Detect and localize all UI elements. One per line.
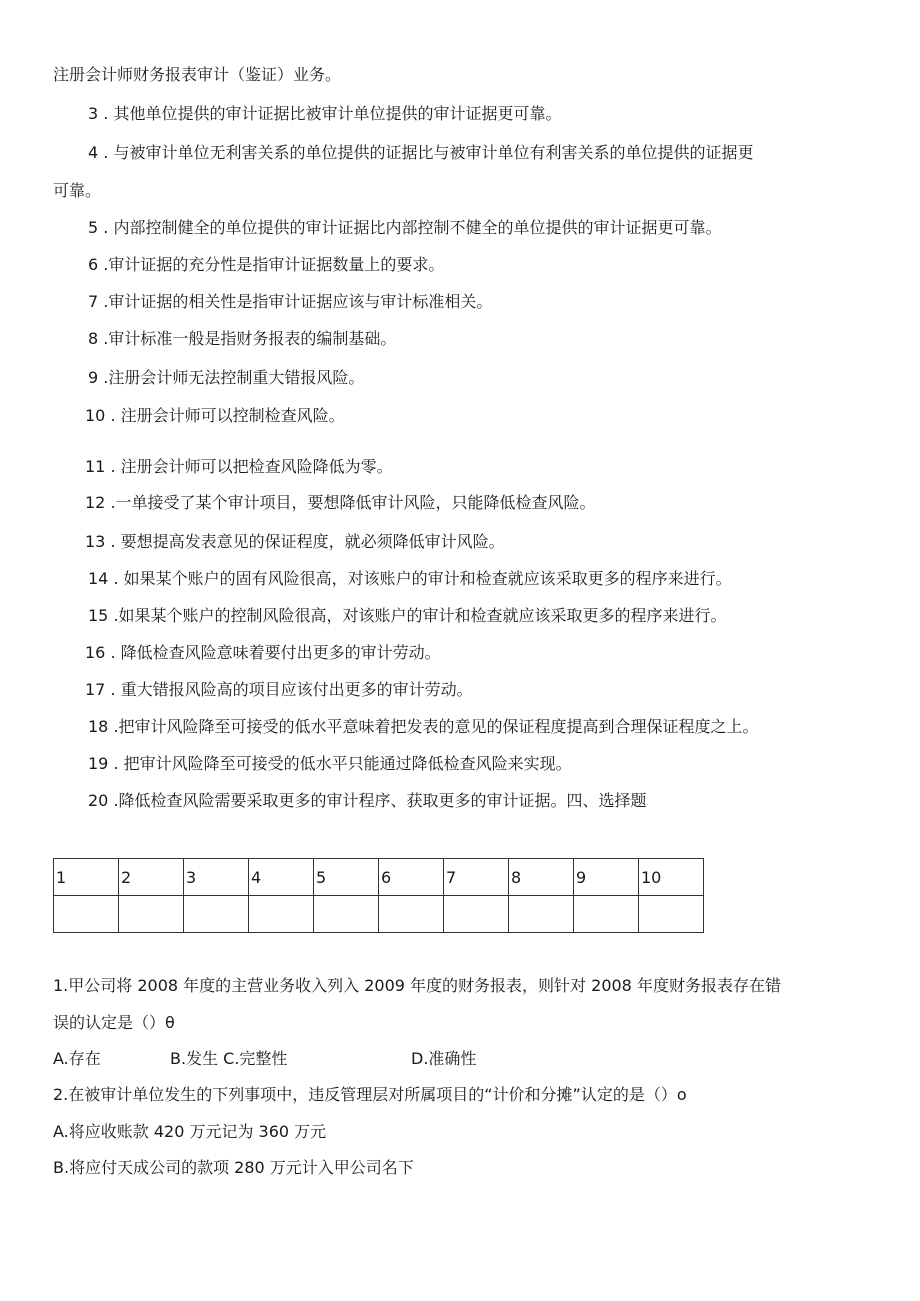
statement-text: . 注册会计师可以控制检查风险。	[110, 406, 345, 425]
statement-4-continuation: 可靠。	[53, 181, 102, 200]
statement-text: .审计证据的相关性是指审计证据应该与审计标准相关。	[103, 292, 493, 311]
statement-text: . 如果某个账户的固有风险很高，对该账户的审计和检查就应该采取更多的程序来进行。	[113, 569, 732, 588]
statement-11	[85, 456, 393, 478]
answer-grid-header: 9	[574, 859, 639, 896]
statement-17	[85, 679, 473, 701]
statement-number: 12	[85, 493, 106, 512]
statement-number: 14	[88, 569, 109, 588]
statement-10	[85, 405, 345, 427]
answer-grid-header: 7	[444, 859, 509, 896]
answer-grid-header: 6	[379, 859, 444, 896]
answer-cell[interactable]	[184, 896, 249, 933]
statement-text: .一单接受了某个审计项目，要想降低审计风险，只能降低检查风险。	[110, 493, 596, 512]
statement-20	[88, 790, 647, 812]
paragraph-continuation: 注册会计师财务报表审计（鉴证）业务。	[53, 65, 342, 84]
statement-13	[85, 531, 505, 553]
statement-number: 7	[88, 292, 99, 311]
statement-number: 4	[88, 143, 99, 162]
statement-18	[88, 716, 759, 738]
answer-grid-header: 3	[184, 859, 249, 896]
statement-text: . 降低检查风险意味着要付出更多的审计劳动。	[110, 643, 441, 662]
statement-number: 11	[85, 457, 106, 476]
answer-grid-header: 4	[249, 859, 314, 896]
answer-cell[interactable]	[639, 896, 704, 933]
statement-number: 18	[88, 717, 109, 736]
question-1-stem-continuation: 误的认定是（）θ	[53, 1013, 175, 1032]
question-2-stem: 2.在被审计单位发生的下列事项中，违反管理层对所属项目的“计价和分摊”认定的是（）o	[53, 1085, 687, 1104]
answer-cell[interactable]	[249, 896, 314, 933]
statement-text: . 把审计风险降至可接受的低水平只能通过降低检查风险来实现。	[113, 754, 572, 773]
statement-text: .审计证据的充分性是指审计证据数量上的要求。	[103, 255, 445, 274]
answer-cell[interactable]	[119, 896, 184, 933]
answer-cell[interactable]	[574, 896, 639, 933]
question-2-option-a[interactable]: A.将应收账款 420 万元记为 360 万元	[53, 1122, 327, 1141]
answer-grid	[53, 858, 704, 933]
statement-text: .把审计风险降至可接受的低水平意味着把发表的意见的保证程度提高到合理保证程度之上。	[113, 717, 759, 736]
statement-number: 19	[88, 754, 109, 773]
answer-grid-header: 8	[509, 859, 574, 896]
answer-grid-answer-row	[54, 896, 704, 933]
question-1-option-d[interactable]: D.准确性	[411, 1049, 477, 1068]
answer-grid-header: 1	[54, 859, 119, 896]
statement-9	[88, 367, 364, 389]
statement-number: 15	[88, 606, 109, 625]
statement-number: 8	[88, 329, 99, 348]
statement-12	[85, 492, 596, 514]
statement-4	[88, 142, 753, 164]
answer-grid-header-row	[54, 859, 704, 896]
statement-text: . 内部控制健全的单位提供的审计证据比内部控制不健全的单位提供的审计证据更可靠。	[103, 218, 722, 237]
statement-number: 17	[85, 680, 106, 699]
answer-cell[interactable]	[54, 896, 119, 933]
statement-text: . 要想提高发表意见的保证程度，就必须降低审计风险。	[110, 532, 505, 551]
question-1-option-b-c[interactable]: B.发生 C.完整性	[170, 1049, 288, 1068]
statement-number: 16	[85, 643, 106, 662]
statement-number: 20	[88, 791, 109, 810]
statement-number: 6	[88, 255, 99, 274]
statement-15	[88, 605, 727, 627]
statement-number: 5	[88, 218, 99, 237]
answer-cell[interactable]	[509, 896, 574, 933]
statement-text: .审计标准一般是指财务报表的编制基础。	[103, 329, 397, 348]
answer-grid-header: 5	[314, 859, 379, 896]
answer-cell[interactable]	[379, 896, 444, 933]
statement-19	[88, 753, 572, 775]
answer-cell[interactable]	[444, 896, 509, 933]
statement-text: .注册会计师无法控制重大错报风险。	[103, 368, 365, 387]
statement-number: 9	[88, 368, 99, 387]
statement-8	[88, 328, 396, 350]
statement-number: 3	[88, 104, 99, 123]
answer-grid-header: 10	[639, 859, 704, 896]
statement-number: 13	[85, 532, 106, 551]
answer-cell[interactable]	[314, 896, 379, 933]
statement-text: . 其他单位提供的审计证据比被审计单位提供的审计证据更可靠。	[103, 104, 562, 123]
statement-14	[88, 568, 732, 590]
statement-6	[88, 254, 444, 276]
statement-text: .降低检查风险需要采取更多的审计程序、获取更多的审计证据。四、选择题	[113, 791, 647, 810]
statement-text: . 重大错报风险高的项目应该付出更多的审计劳动。	[110, 680, 473, 699]
statement-text: .如果某个账户的控制风险很高，对该账户的审计和检查就应该采取更多的程序来进行。	[113, 606, 727, 625]
question-1-option-a[interactable]: A.存在	[53, 1049, 101, 1068]
statement-5	[88, 217, 721, 239]
statement-3	[88, 103, 561, 125]
statement-text: . 与被审计单位无利害关系的单位提供的证据比与被审计单位有利害关系的单位提供的证据更	[103, 143, 754, 162]
statement-text: . 注册会计师可以把检查风险降低为零。	[110, 457, 393, 476]
answer-grid-header: 2	[119, 859, 184, 896]
statement-16	[85, 642, 441, 664]
question-1-stem: 1.甲公司将 2008 年度的主营业务收入列入 2009 年度的财务报表，则针对 2008 年度财务报表存在错	[53, 976, 781, 995]
question-2-option-b[interactable]: B.将应付天成公司的款项 280 万元计入甲公司名下	[53, 1158, 414, 1177]
statement-7	[88, 291, 492, 313]
statement-number: 10	[85, 406, 106, 425]
